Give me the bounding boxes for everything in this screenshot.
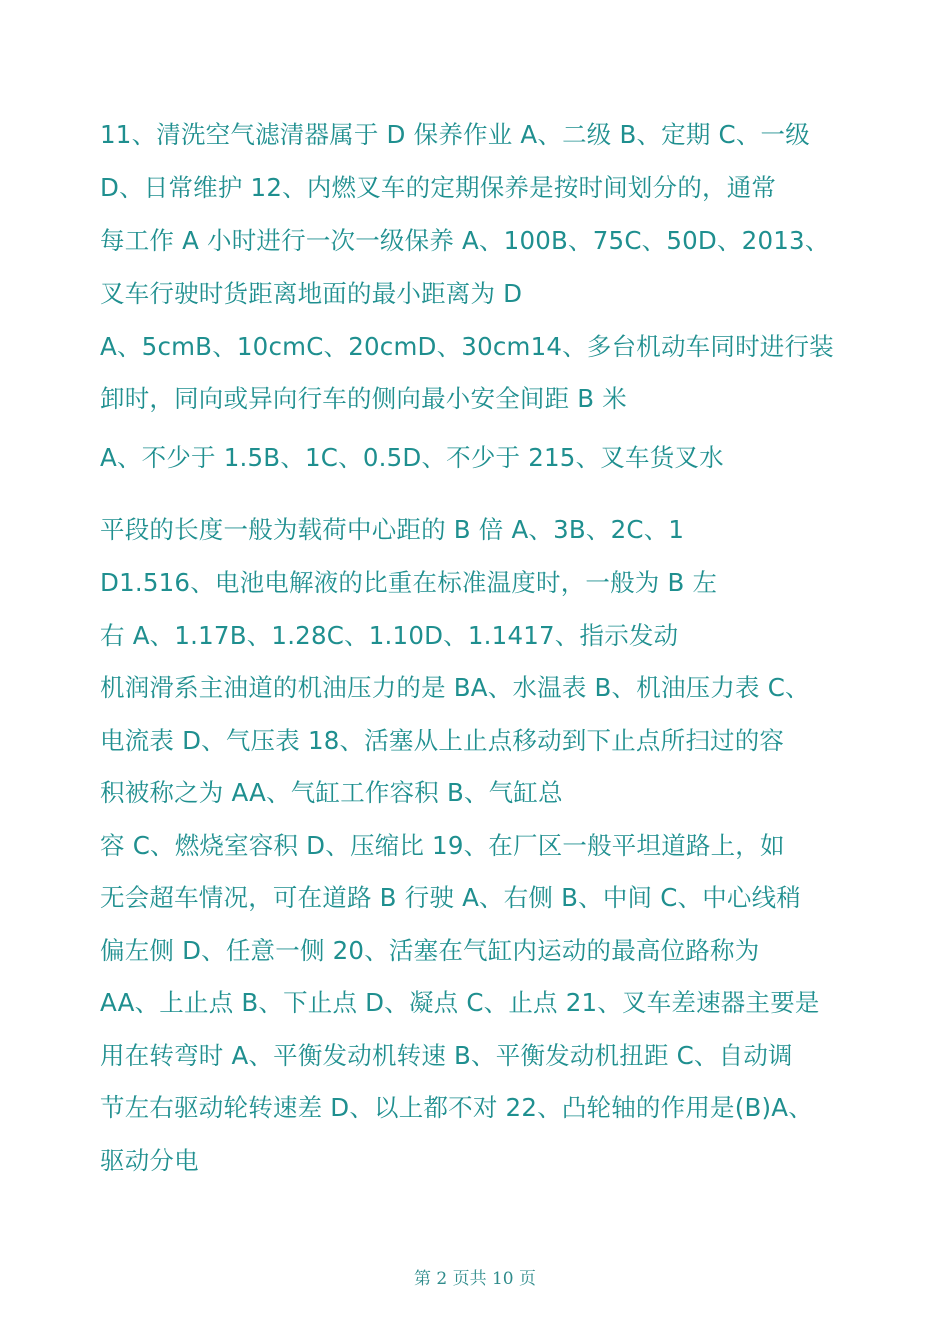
text-line: AA、上止点 B、下止点 D、凝点 C、止点 21、叉车差速器主要是 <box>100 988 820 1017</box>
text-line: 卸时，同向或异向行车的侧向最小安全间距 B 米 <box>100 384 627 413</box>
text-line: A、5cmB、10cmC、20cmD、30cm14、多台机动车同时进行装 <box>100 332 834 361</box>
text-line: 节左右驱动轮转速差 D、以上都不对 22、凸轮轴的作用是(B)A、 <box>100 1093 813 1122</box>
text-line: 无会超车情况，可在道路 B 行驶 A、右侧 B、中间 C、中心线稍 <box>100 883 802 912</box>
text-line: D1.516、电池电解液的比重在标准温度时，一般为 B 左 <box>100 568 718 597</box>
text-line: D、日常维护 12、内燃叉车的定期保养是按时间划分的，通常 <box>100 173 777 202</box>
text-line: 电流表 D、气压表 18、活塞从上止点移动到下止点所扫过的容 <box>100 726 785 755</box>
page-number-footer: 第 2 页共 10 页 <box>413 1269 537 1289</box>
text-line: 叉车行驶时货距离地面的最小距离为 D <box>100 279 523 308</box>
text-line: 机润滑系主油道的机油压力的是 BA、水温表 B、机油压力表 C、 <box>100 673 810 702</box>
text-line: 容 C、燃烧室容积 D、压缩比 19、在厂区一般平坦道路上，如 <box>100 831 785 860</box>
text-line: 积被称之为 AA、气缸工作容积 B、气缸总 <box>100 778 563 807</box>
text-line: 右 A、1.17B、1.28C、1.10D、1.1417、指示发动 <box>100 621 679 650</box>
text-line: 驱动分电 <box>100 1146 199 1175</box>
text-line: 11、清洗空气滤清器属于 D 保养作业 A、二级 B、定期 C、一级 <box>100 120 810 149</box>
text-line: 每工作 A 小时进行一次一级保养 A、100B、75C、50D、2013、 <box>100 226 830 255</box>
text-line: 偏左侧 D、任意一侧 20、活塞在气缸内运动的最高位路称为 <box>100 936 760 965</box>
text-line: 用在转弯时 A、平衡发动机转速 B、平衡发动机扭距 C、自动调 <box>100 1041 793 1070</box>
text-line: A、不少于 1.5B、1C、0.5D、不少于 215、叉车货叉水 <box>100 443 724 472</box>
text-line: 平段的长度一般为载荷中心距的 B 倍 A、3B、2C、1 <box>100 515 685 544</box>
